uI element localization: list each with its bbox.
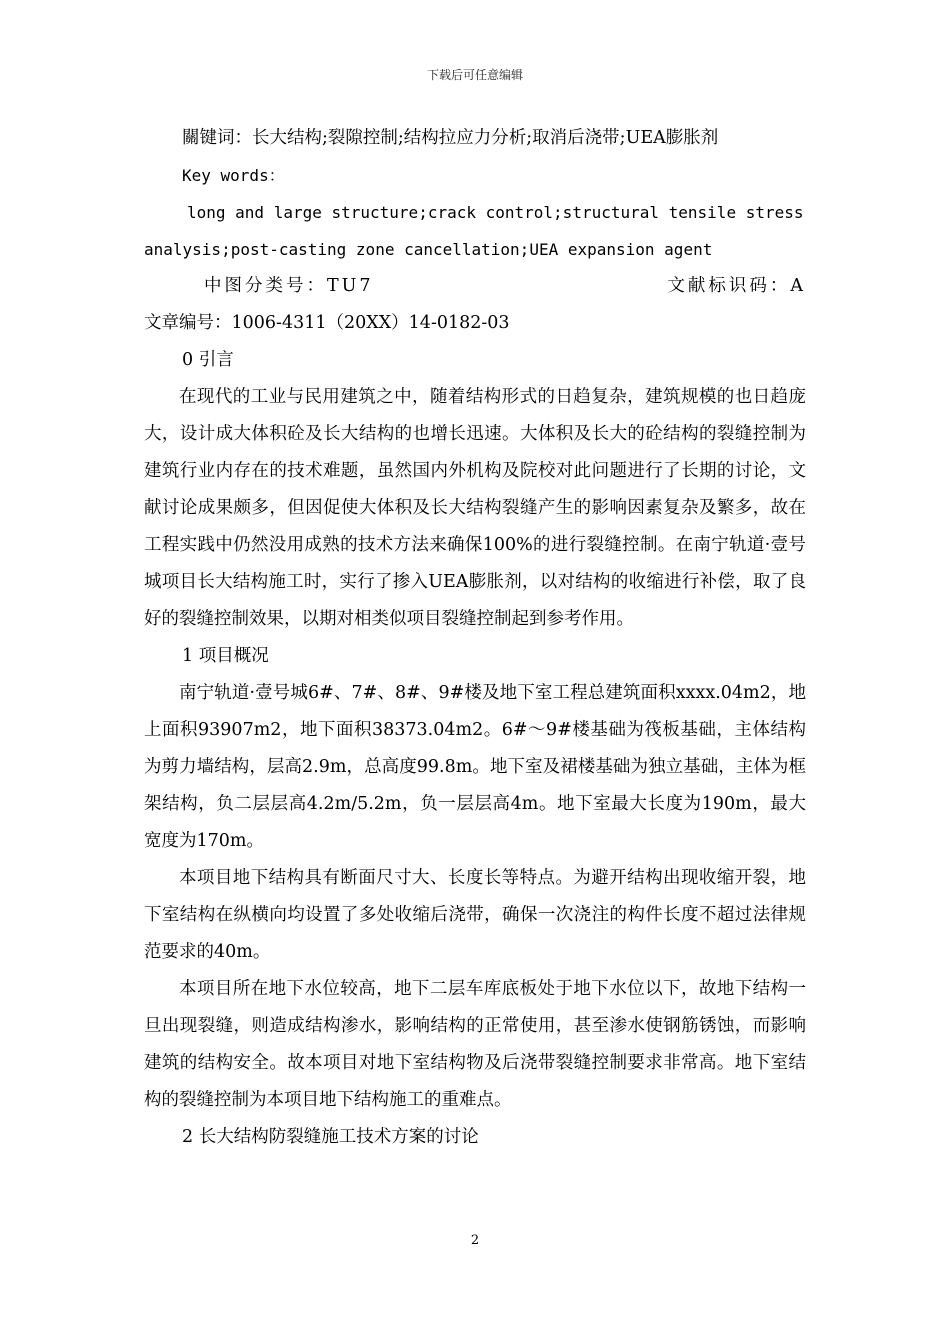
keywords-en-line-1: long and large structure;crack control;structural tensile stress [187,203,804,222]
section-heading-intro: 0 引言 [182,350,234,370]
page-number: 2 [470,1233,480,1248]
section-heading-overview: 1 项目概况 [182,646,269,666]
paragraph: 本项目所在地下水位较高，地下二层车库底板处于地下水位以下，故地下结构一旦出现裂缝，则造成结构渗水，影响结构的正常使用，甚至渗水使钢筋锈蚀，而影响建筑的结构安全。故本项目对地下室结构物及后浇带裂缝控制要求非常高。地下室结构的裂缝控制为本项目地下结构施工的重难点。 [144,979,806,1110]
article-number: 文章编号：1006-4311（20XX）14-0182-03 [144,313,510,333]
section-intro-body [144,379,806,638]
keywords-en-label: Key words： [182,166,285,185]
document-body [144,120,806,1156]
page-header-note: 下载后可任意编辑 [426,68,523,82]
keywords-en-line-2: analysis;post-casting zone cancellation;UEA expansion agent [144,240,713,259]
classification-row [144,268,806,305]
document-code: 文献标识码：A [667,276,806,296]
paragraph: 南宁轨道·壹号城6#、7#、8#、9#楼及地下室工程总建筑面积xxxx.04m2，地上面积93907m2，地下面积38373.04m2。6#～9#楼基础为筏板基础，主体结构为剪力墙结构，层高2.9m，总高度99.8m。地下室及裙楼基础为独立基础，主体为框架结构，负二层层高4.2m/5.2m，负一层层高4m。地下室最大长度为190m，最大宽度为170m。 [144,683,806,851]
keywords-cn: 關键词：长大结构;裂隙控制;结构拉应力分析;取消后浇带;UEA膨胀剂 [182,128,719,148]
section-heading-discussion: 2 长大结构防裂缝施工技术方案的讨论 [182,1127,479,1147]
paragraph: 本项目地下结构具有断面尺寸大、长度长等特点。为避开结构出现收缩开裂，地下室结构在纵横向均设置了多处收缩后浇带，确保一次浇注的构件长度不超过法律规范要求的40m。 [144,868,806,962]
clc-number: 中图分类号：TU7 [204,276,374,296]
paragraph: 在现代的工业与民用建筑之中，随着结构形式的日趋复杂，建筑规模的也日趋庞大，设计成大体积砼及长大结构的也增长迅速。大体积及长大的砼结构的裂缝控制为建筑行业内存在的技术难题，虽然国内外机构及院校对此问题进行了长期的讨论，文献讨论成果颇多，但因促使大体积及长大结构裂缝产生的影响因素复杂及繁多，故在工程实践中仍然没用成熟的技术方法来确保100%的进行裂缝控制。在南宁轨道·壹号城项目长大结构施工时，实行了掺入UEA膨胀剂，以对结构的收缩进行补偿，取了良好的裂缝控制效果，以期对相类似项目裂缝控制起到参考作用。 [144,387,806,629]
section-overview-body [144,675,806,1119]
